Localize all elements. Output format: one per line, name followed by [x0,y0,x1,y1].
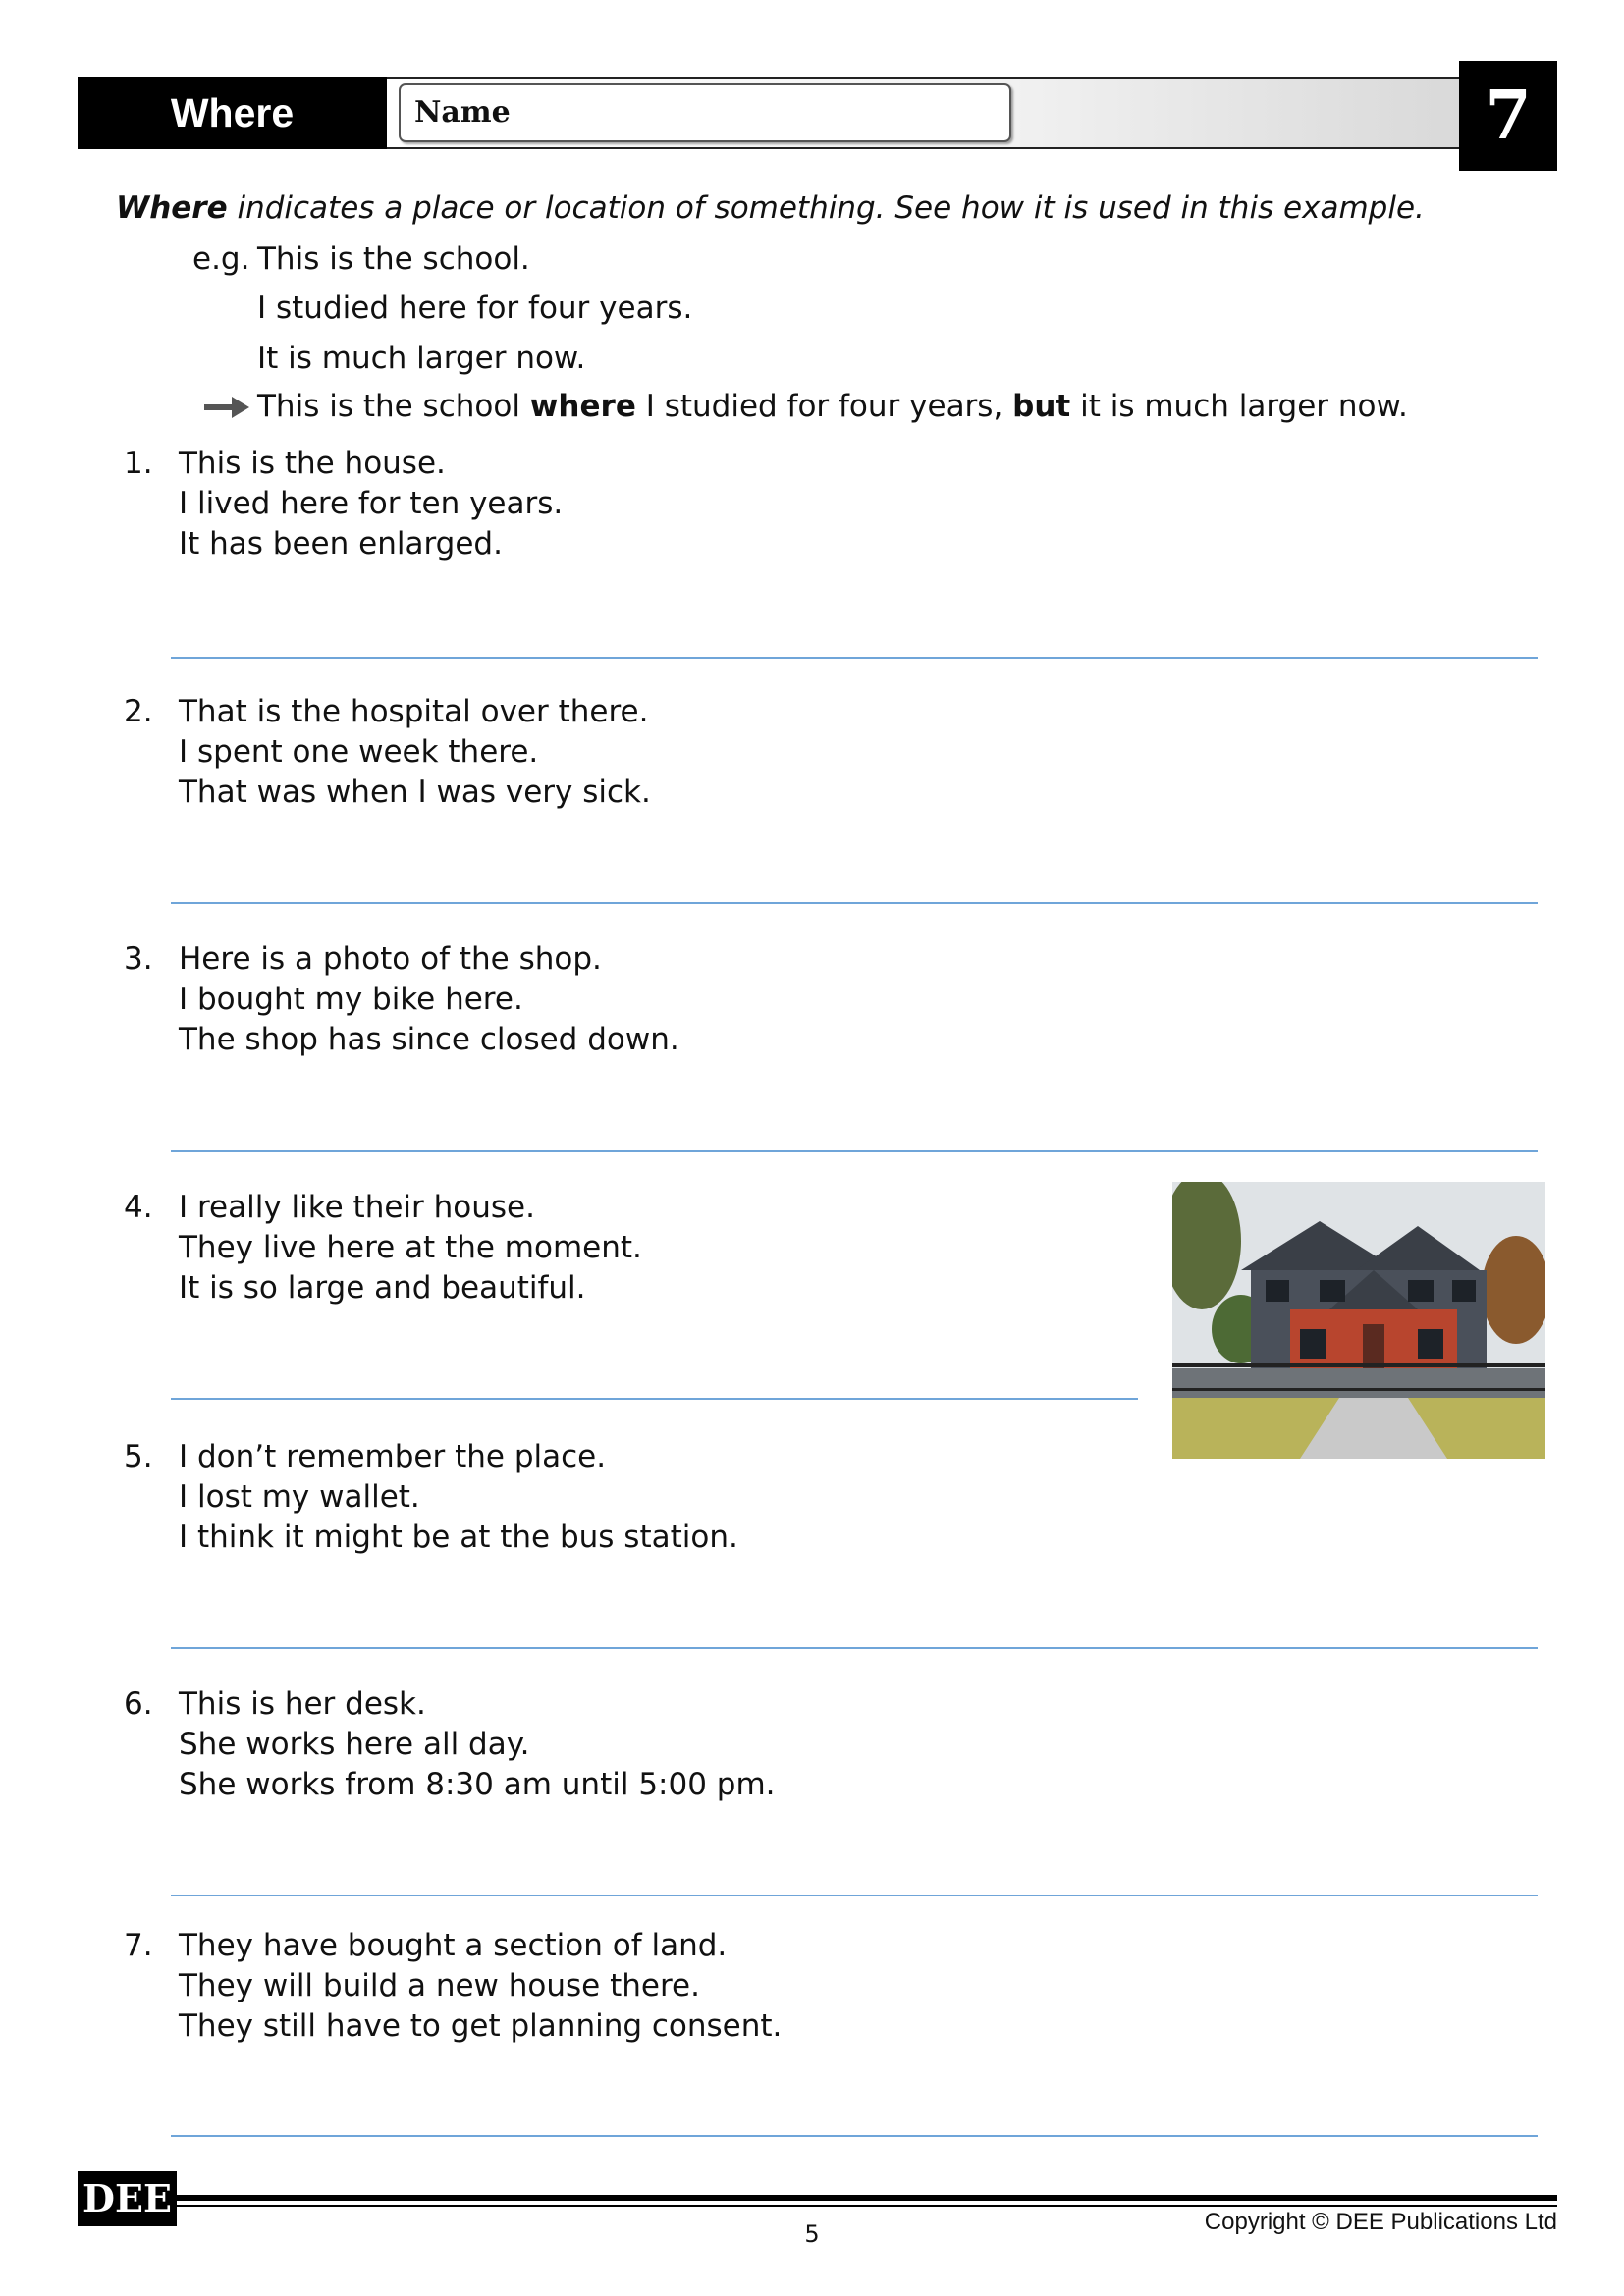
question-line: That is the hospital over there. [179,694,649,729]
worksheet-title: Where [78,77,387,149]
question-line: They live here at the moment. [179,1230,642,1265]
intro-description: indicates a place or location of something. See how it is used in this example. [227,190,1425,226]
answer-line-1[interactable] [171,657,1538,659]
combined-keyword-but: but [1012,389,1071,424]
example-line: This is the school. [257,241,530,277]
example-line: It is much larger now. [257,341,586,376]
question-number: 2. [124,694,153,729]
question-line: That was when I was very sick. [179,774,651,810]
question-line: They still have to get planning consent. [179,2008,783,2044]
question-line: She works here all day. [179,1727,530,1762]
question-line: It is so large and beautiful. [179,1270,586,1306]
copyright-text: Copyright © DEE Publications Ltd [1204,2209,1557,2235]
question-number: 6. [124,1686,153,1722]
question-number: 1. [124,446,153,481]
intro-keyword: Where [116,190,228,226]
question-line: Here is a photo of the shop. [179,941,602,977]
publisher-logo: DEE [78,2171,177,2226]
question-number: 7. [124,1928,153,1963]
house-photo [1172,1182,1545,1459]
answer-line-7[interactable] [171,2135,1538,2137]
question-line: They have bought a section of land. [179,1928,728,1963]
question-line: The shop has since closed down. [179,1022,679,1057]
answer-line-3[interactable] [171,1150,1538,1152]
question-number: 3. [124,941,153,977]
footer-rule [177,2195,1557,2201]
question-line: She works from 8:30 am until 5:00 pm. [179,1767,776,1802]
question-line: I really like their house. [179,1190,535,1225]
question-line: This is the house. [179,446,446,481]
question-number: 5. [124,1439,153,1474]
answer-line-5[interactable] [171,1647,1538,1649]
example-combined [257,389,1408,424]
question-line: I lived here for ten years. [179,486,564,521]
combined-part: it is much larger now. [1070,389,1408,424]
question-line: I don’t remember the place. [179,1439,607,1474]
question-number: 4. [124,1190,153,1225]
right-arrow-icon [204,397,249,418]
footer-rule-thin [177,2205,1557,2207]
page-number: 5 [804,2220,820,2248]
question-line: I bought my bike here. [179,982,523,1017]
combined-part: I studied for four years, [635,389,1013,424]
intro-text [116,190,1425,226]
question-line: I spent one week there. [179,734,539,770]
example-line: I studied here for four years. [257,291,693,326]
example-label: e.g. [192,241,250,277]
answer-line-6[interactable] [171,1895,1538,1896]
question-line: This is her desk. [179,1686,426,1722]
question-line: It has been enlarged. [179,526,503,561]
name-label: Name [414,95,511,130]
answer-line-4[interactable] [171,1398,1138,1400]
name-field[interactable] [399,83,1011,142]
combined-part: This is the school [257,389,530,424]
question-line: They will build a new house there. [179,1968,700,2003]
answer-line-2[interactable] [171,902,1538,904]
worksheet-number: 7 [1459,61,1557,171]
combined-keyword-where: where [529,389,636,424]
question-line: I think it might be at the bus station. [179,1520,738,1555]
question-line: I lost my wallet. [179,1479,420,1515]
